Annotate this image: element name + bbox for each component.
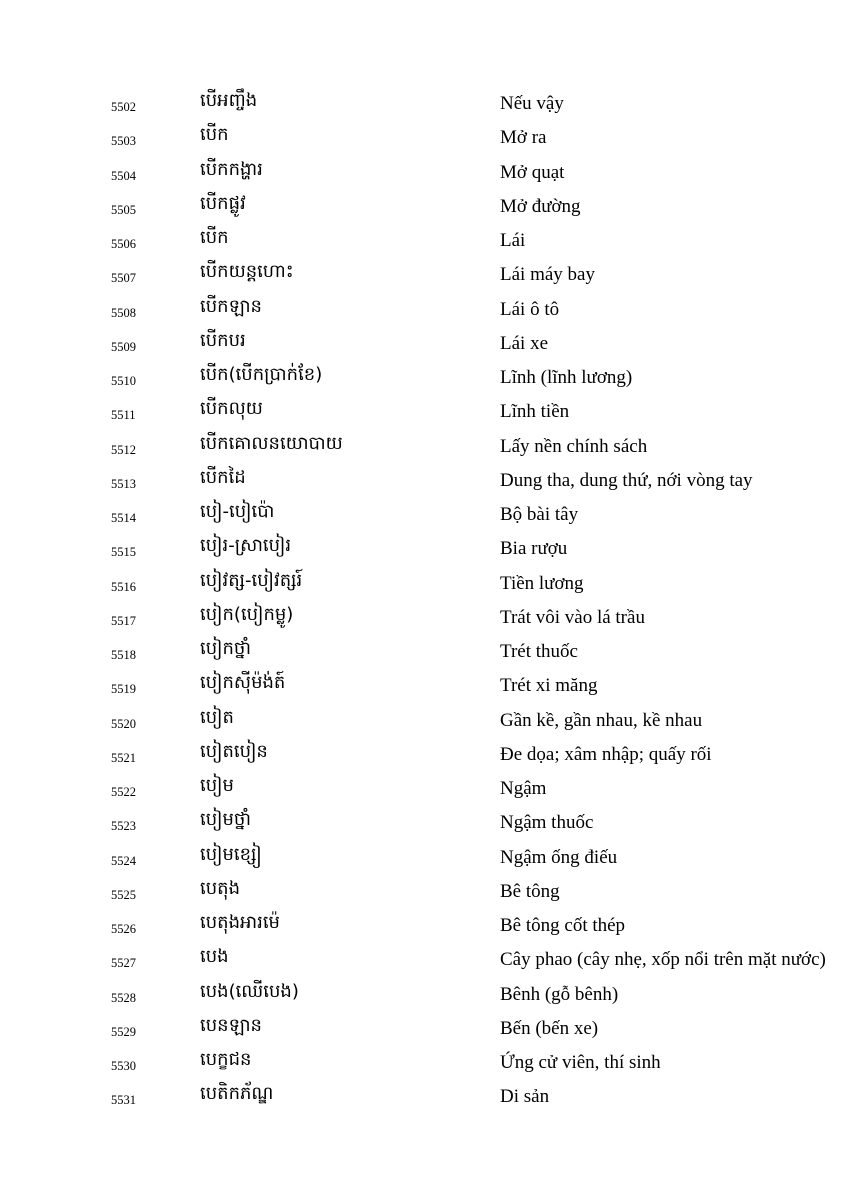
dictionary-entry — [0, 703, 848, 737]
entry-number: 5525 — [111, 887, 136, 902]
khmer-term: បៀតបៀន — [200, 740, 268, 762]
entry-number: 5513 — [111, 476, 136, 491]
vietnamese-translation: Lái ô tô — [500, 298, 560, 320]
entry-number: 5511 — [111, 408, 136, 423]
dictionary-entry — [0, 463, 848, 497]
dictionary-entry — [0, 223, 848, 257]
entry-number: 5517 — [111, 613, 136, 628]
vietnamese-translation: Bê tông — [500, 880, 560, 902]
dictionary-entry — [0, 805, 848, 839]
dictionary-entry — [0, 1011, 848, 1045]
dictionary-entry — [0, 771, 848, 805]
khmer-term: បើកឡាន — [200, 295, 262, 317]
dictionary-entry — [0, 1045, 848, 1079]
vietnamese-translation: Bê tông cốt thép — [500, 915, 626, 936]
vietnamese-translation: Cây phao (cây nhẹ, xốp nổi trên mặt nước) — [500, 949, 826, 971]
vietnamese-translation: Mở đường — [500, 195, 581, 217]
khmer-term: បៀត — [200, 706, 234, 728]
khmer-term: បេង(ឈើបេង) — [200, 980, 299, 1002]
khmer-term: បៀ-បៀប៉ោ — [200, 501, 275, 522]
khmer-term: បៀមខ្សៀ — [200, 843, 262, 865]
entry-number: 5508 — [111, 305, 136, 320]
dictionary-entry — [0, 634, 848, 668]
entry-number: 5531 — [111, 1093, 136, 1108]
dictionary-entry — [0, 600, 848, 634]
dictionary-entry-list — [0, 86, 848, 1114]
khmer-term: បៀមថ្នាំ — [200, 809, 252, 831]
khmer-term: បេង — [200, 946, 229, 968]
dictionary-entry — [0, 497, 848, 531]
entry-number: 5502 — [111, 100, 136, 114]
vietnamese-translation: Ứng cử viên, thí sinh — [500, 1052, 661, 1073]
khmer-term: បៀកស៊ីម៉ង់ត៍ — [200, 672, 286, 694]
khmer-term: បើក — [200, 124, 229, 146]
khmer-term: បើកគោលនយោបាយ — [200, 432, 343, 454]
vietnamese-translation: Lái máy bay — [500, 264, 595, 286]
entry-number: 5504 — [111, 168, 136, 183]
khmer-term: បៀក(បៀកម្លូ) — [200, 603, 294, 625]
dictionary-entry — [0, 874, 848, 908]
khmer-term: បើកបរ — [200, 329, 246, 351]
vietnamese-translation: Bia rượu — [500, 538, 568, 560]
entry-number: 5523 — [111, 819, 136, 834]
khmer-term: បើអញ្ចឹង — [200, 90, 258, 111]
vietnamese-translation: Dung tha, dung thứ, nới vòng tay — [500, 469, 753, 491]
khmer-term: បៀម — [200, 775, 234, 796]
dictionary-entry — [0, 292, 848, 326]
vietnamese-translation: Bến (bến xe) — [500, 1017, 599, 1039]
entry-number: 5528 — [111, 990, 136, 1005]
dictionary-entry — [0, 429, 848, 463]
vietnamese-translation: Ngậm ống điếu — [500, 846, 618, 868]
khmer-term: បៀរ-ស្រាបៀរ — [200, 535, 292, 557]
entry-number: 5530 — [111, 1059, 136, 1073]
entry-number: 5503 — [111, 134, 136, 149]
khmer-term: បើកយន្តហោះ — [200, 261, 294, 283]
khmer-term: បេតិកភ័ណ្ឌ — [200, 1083, 274, 1105]
khmer-term: បេនឡាន — [200, 1014, 262, 1036]
khmer-term: បេតុងអារម៉េ — [200, 912, 280, 933]
dictionary-entry — [0, 326, 848, 360]
vietnamese-translation: Đe dọa; xâm nhập; quấy rối — [500, 743, 712, 765]
vietnamese-translation: Lái xe — [500, 332, 549, 354]
entry-number: 5526 — [111, 922, 136, 936]
dictionary-entry — [0, 120, 848, 154]
entry-number: 5514 — [111, 511, 136, 525]
dictionary-entry — [0, 977, 848, 1011]
entry-number: 5518 — [111, 648, 136, 662]
dictionary-entry — [0, 155, 848, 189]
khmer-term: បើក(បើកប្រាក់ខែ) — [200, 364, 323, 385]
vietnamese-translation: Di sản — [500, 1086, 550, 1108]
dictionary-entry — [0, 531, 848, 565]
entry-number: 5527 — [111, 956, 136, 971]
dictionary-entry — [0, 668, 848, 702]
entry-number: 5507 — [111, 271, 136, 286]
vietnamese-translation: Tiền lương — [500, 572, 584, 594]
vietnamese-translation: Bênh (gỗ bênh) — [500, 983, 619, 1005]
vietnamese-translation: Trét xi măng — [500, 675, 598, 697]
khmer-term: បៀវត្ស-បៀវត្សរ៍ — [200, 569, 303, 591]
vietnamese-translation: Mở quạt — [500, 161, 565, 183]
khmer-term: បើក — [200, 227, 229, 248]
vietnamese-translation: Mở ra — [500, 127, 547, 149]
dictionary-entry — [0, 1079, 848, 1113]
khmer-term: បើកដៃ — [200, 466, 246, 488]
entry-number: 5516 — [111, 579, 136, 594]
entry-number: 5529 — [111, 1024, 136, 1039]
entry-number: 5512 — [111, 442, 136, 457]
vietnamese-translation: Trát vôi vào lá trầu — [500, 606, 645, 628]
entry-number: 5521 — [111, 750, 136, 765]
entry-number: 5519 — [111, 682, 136, 697]
dictionary-entry — [0, 840, 848, 874]
khmer-term: បៀកថ្នាំ — [200, 638, 252, 659]
dictionary-entry — [0, 566, 848, 600]
dictionary-entry — [0, 737, 848, 771]
vietnamese-translation: Lái — [500, 230, 526, 251]
dictionary-entry — [0, 908, 848, 942]
dictionary-entry — [0, 360, 848, 394]
khmer-term: បើកកង្ហារ — [200, 158, 263, 180]
dictionary-entry — [0, 189, 848, 223]
vietnamese-translation: Gần kề, gần nhau, kề nhau — [500, 709, 703, 731]
khmer-term: បើកផ្លូវ — [200, 192, 246, 214]
dictionary-entry — [0, 942, 848, 976]
khmer-term: បេក្ខជន — [200, 1049, 252, 1070]
entry-number: 5505 — [111, 202, 136, 217]
entry-number: 5515 — [111, 545, 136, 560]
dictionary-entry — [0, 257, 848, 291]
vietnamese-translation: Lĩnh tiền — [500, 401, 570, 423]
dictionary-entry — [0, 394, 848, 428]
vietnamese-translation: Nếu vậy — [500, 93, 564, 114]
entry-number: 5510 — [111, 374, 136, 388]
entry-number: 5509 — [111, 339, 136, 354]
vietnamese-translation: Bộ bài tây — [500, 504, 579, 525]
vietnamese-translation: Trét thuốc — [500, 641, 578, 662]
dictionary-entry — [0, 86, 848, 120]
khmer-term: បើកលុយ — [200, 398, 263, 420]
vietnamese-translation: Ngậm thuốc — [500, 812, 594, 834]
entry-number: 5506 — [111, 237, 136, 251]
entry-number: 5522 — [111, 785, 136, 799]
vietnamese-translation: Lĩnh (lĩnh lương) — [500, 367, 633, 388]
vietnamese-translation: Lấy nền chính sách — [500, 435, 648, 457]
entry-number: 5520 — [111, 716, 136, 731]
vietnamese-translation: Ngậm — [500, 778, 547, 799]
entry-number: 5524 — [111, 853, 136, 868]
khmer-term: បេតុង — [200, 877, 240, 899]
